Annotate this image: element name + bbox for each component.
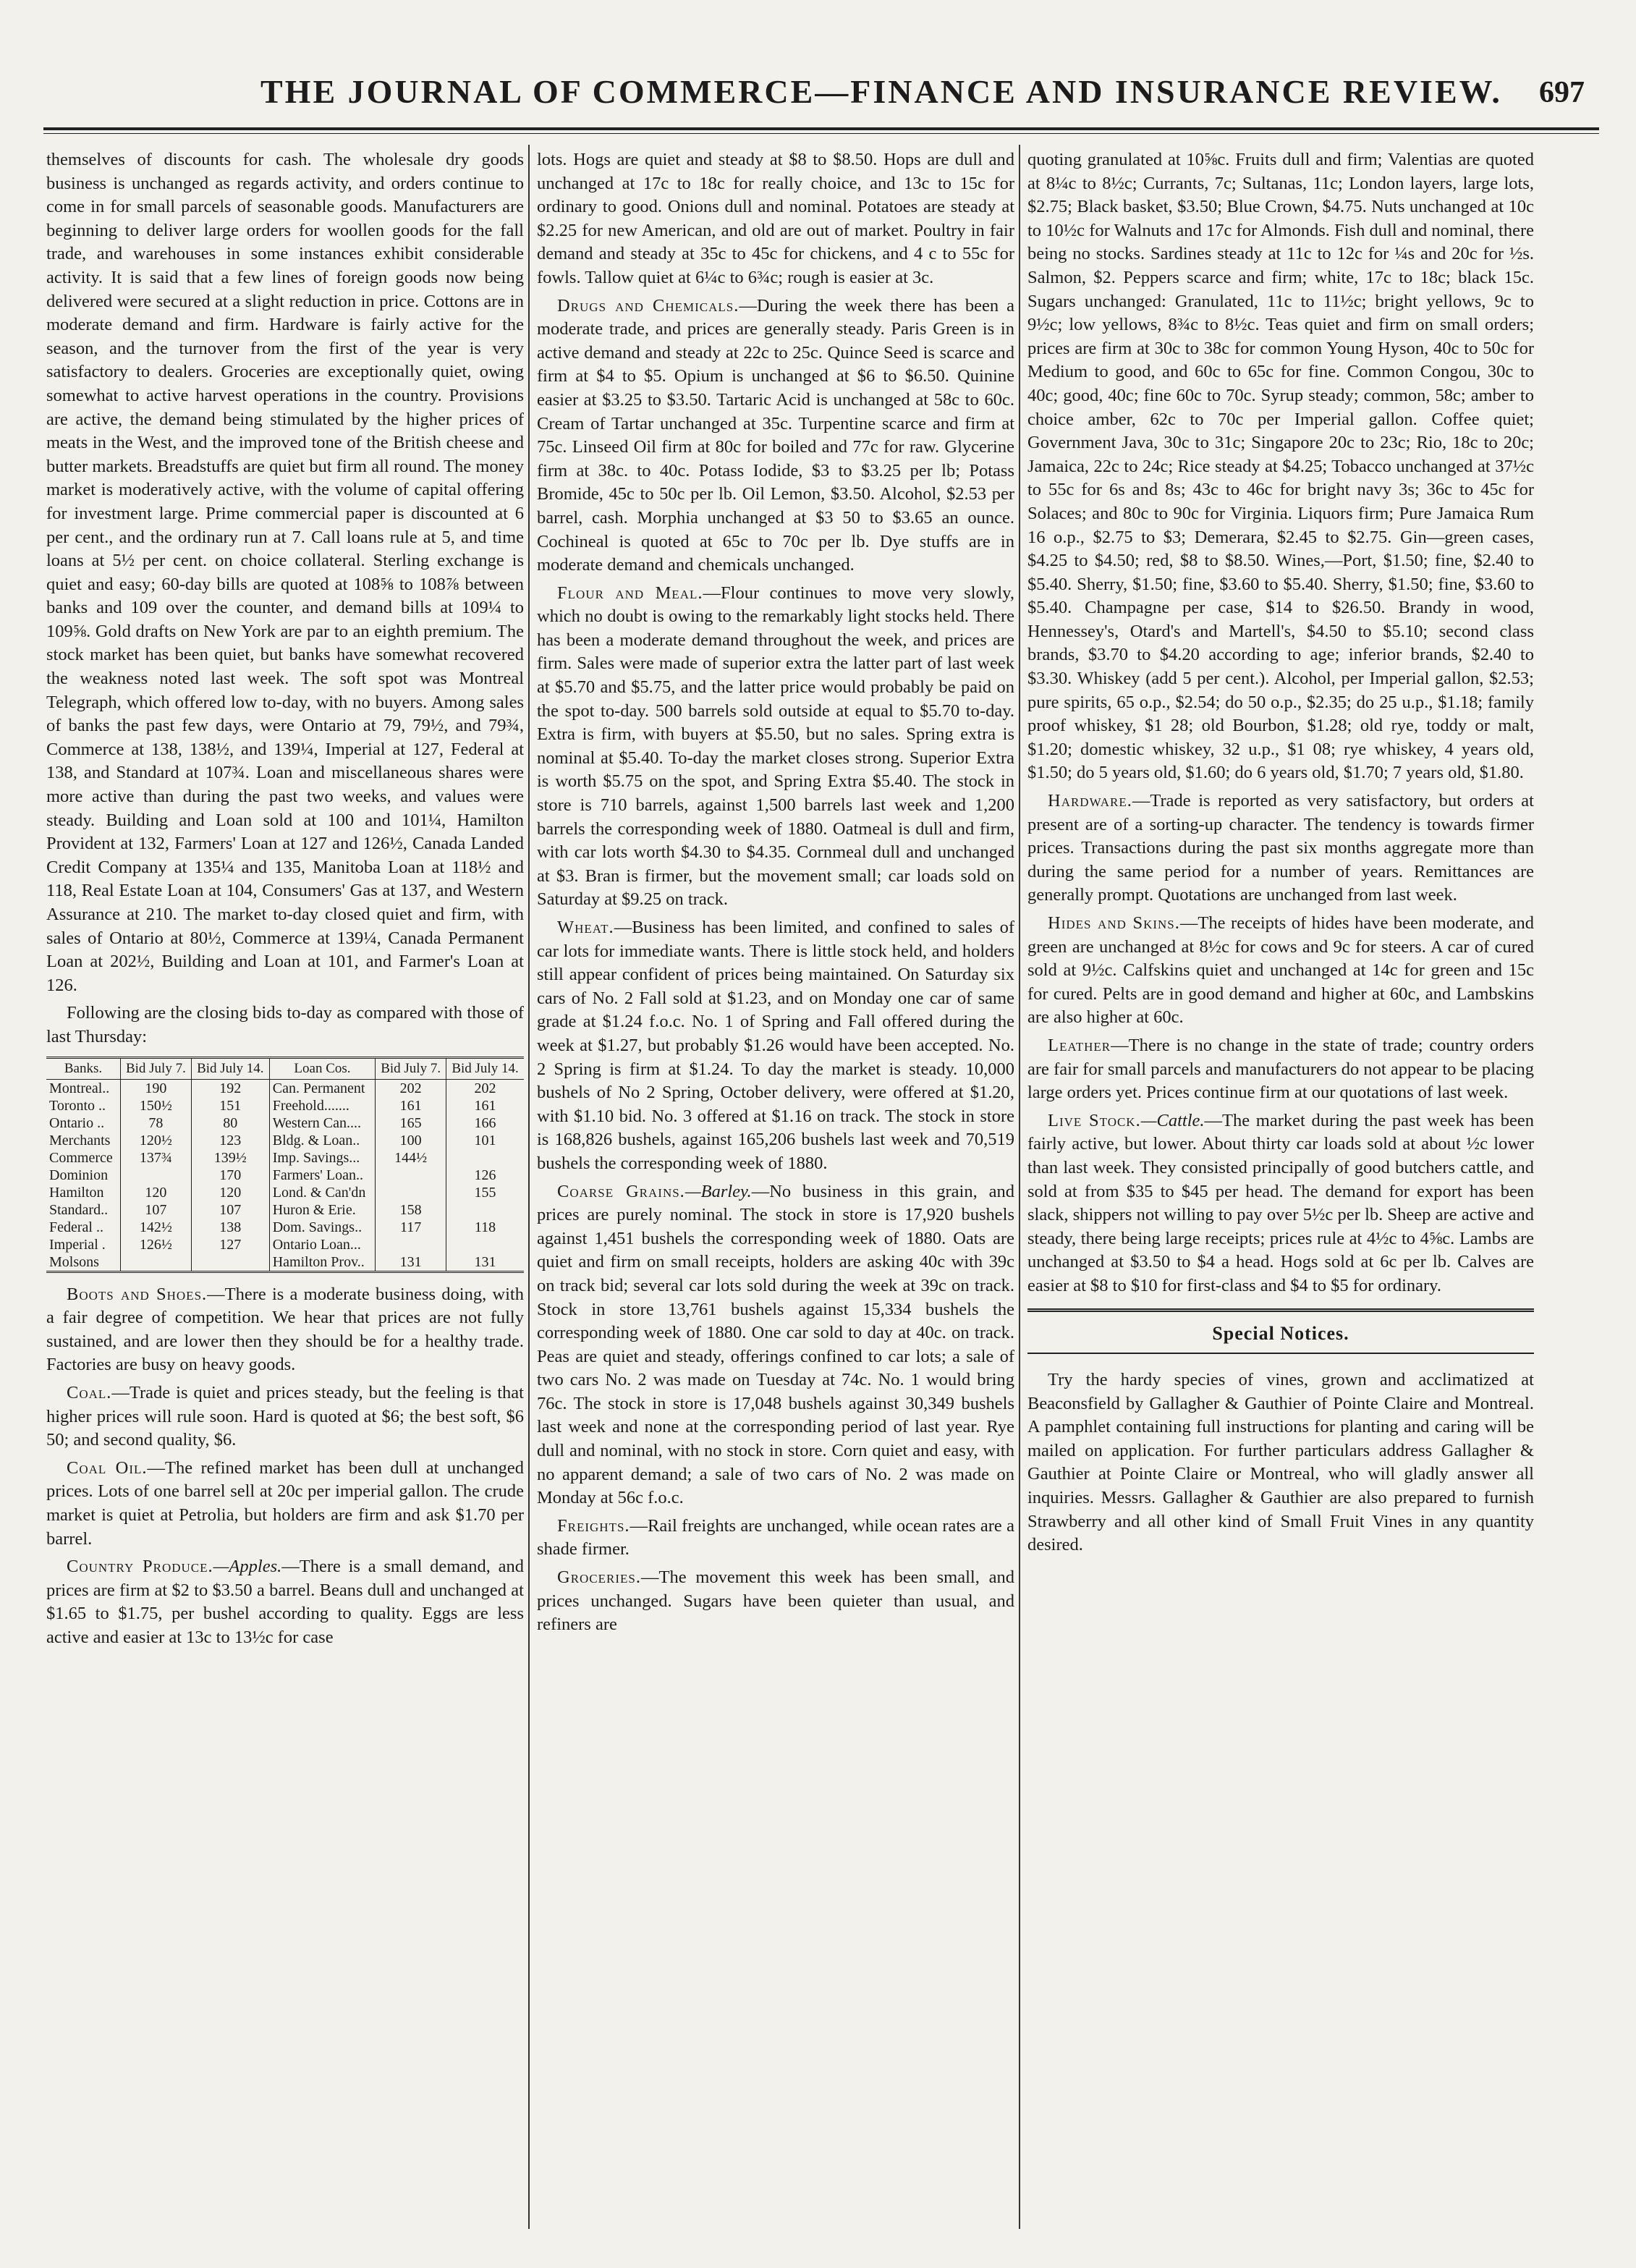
table-cell: Dom. Savings.. — [269, 1219, 376, 1236]
flour-and-meal — [537, 582, 1014, 912]
table-cell: Freehold....... — [269, 1097, 376, 1114]
table-row — [46, 1149, 524, 1167]
table-cell: 166 — [474, 1114, 496, 1131]
table-cell: Huron & Erie. — [269, 1201, 376, 1219]
table-row — [46, 1114, 524, 1132]
table-cell: 123 — [191, 1132, 269, 1149]
table-cell: 192 — [191, 1079, 269, 1097]
table-cell: Ontario Loan... — [269, 1236, 376, 1253]
table-cell: Dominion — [46, 1167, 120, 1184]
table-row — [46, 1132, 524, 1149]
table-cell — [446, 1149, 524, 1167]
table-cell: 138 — [191, 1219, 269, 1236]
table-header-row — [46, 1057, 524, 1079]
coarse-grains — [537, 1180, 1014, 1510]
coal-oil — [46, 1457, 524, 1551]
column-2 — [537, 148, 1014, 2247]
coal — [46, 1381, 524, 1452]
table-row — [46, 1253, 524, 1272]
column-divider — [528, 145, 530, 2229]
table-cell: 118 — [474, 1219, 496, 1235]
table-cell: Toronto .. — [46, 1097, 120, 1114]
table-cell: Bldg. & Loan.. — [269, 1132, 376, 1149]
section-heading: Boots and Shoes. — [67, 1284, 208, 1304]
section-text: —Trade is reported as very satisfactory, but orders at present are of a sorting-up character. The tendency is towards firmer prices. Transactions during the past six months aggregate more than during the same period for a number of years. Remittances are generally prompt. Quotations are unchanged from last week. — [1027, 791, 1534, 905]
table-row — [46, 1079, 524, 1097]
table-cell: 131 — [474, 1253, 496, 1270]
section-text: —The receipts of hides have been moderate, and green are unchanged at 8½c for cows and 9c for steers. A car of cured sold at 9½c. Calfskins quiet and unchanged at 14c for green and 15c for cured. Pelts are in good demand and higher at 60c, and Lambskins are also higher at 60c. — [1027, 913, 1534, 1028]
table-row — [46, 1184, 524, 1201]
header-rule-thin — [43, 133, 1599, 134]
table-row — [46, 1236, 524, 1253]
table-cell — [191, 1253, 269, 1272]
table-cell: 126½ — [120, 1236, 191, 1253]
table-cell: 107 — [120, 1201, 191, 1219]
table-cell: 170 — [191, 1167, 269, 1184]
produce-continued: lots. Hogs are quiet and steady at $8 to $8.50. Hops are dull and unchanged at 17c to 18c for really choice, and 13c to 15c for ordinary to good. Onions dull and nominal. Potatoes are steady at $2.25 for new American, and old are out of market. Poultry in fair demand and steady at 35c to 45c for chickens, and 4 c to 55c for fowls. Tallow quiet at 6¼c to 6¾c; rough is easier at 3c. — [537, 150, 1014, 287]
table-cell: Standard.. — [46, 1201, 120, 1219]
table-cell: Western Can.... — [269, 1114, 376, 1132]
header-cell: Bid July 14. — [446, 1057, 524, 1079]
wheat — [537, 916, 1014, 1176]
groceries — [537, 1566, 1014, 1637]
section-text: —During the week there has been a moderate trade, and prices are generally steady. Paris Green is in active demand and steady at 22c to 25c. Quince Seed is scarce and firm at $4 to $5. Opium is unchanged at $6 to $6.50. Quinine easier at $3.25 to $3.50. Tartaric Acid is unchanged at 58c to 60c. Cream of Tartar unchanged at 35c. Turpentine scarce and firm at 75c. Linseed Oil firm at 80c for boiled and 77c for raw. Glycerine firm at 38c. to 40c. Potass Iodide, $3 to $3.25 per lb; Potass Bromide, 45c to 50c per lb. Oil Lemon, $3.50. Alcohol, $2.53 per barrel, cash. Morphia unchanged at $3 50 to $3.65 an ounce. Cochineal is quoted at 65c to 70c per lb. Dye stuffs are in moderate demand and chemicals unchanged. — [537, 295, 1014, 575]
freights — [537, 1515, 1014, 1562]
table-cell — [446, 1236, 524, 1253]
section-heading: Country Produce. — [67, 1557, 213, 1577]
header-cell: Bid July 14. — [191, 1057, 269, 1079]
section-heading: Hardware. — [1048, 791, 1132, 811]
table-cell: 80 — [191, 1114, 269, 1132]
column-divider — [1019, 145, 1020, 2229]
table-cell: 117 — [376, 1219, 446, 1236]
section-text: —There is a moderate business doing, with a fair degree of competition. We hear that prices are not fully sustained, and are lower then they should be for a healthy trade. Factories are busy on heavy goods. — [46, 1284, 524, 1375]
table-cell: Lond. & Can'dn — [269, 1184, 376, 1201]
section-text: —No business in this grain, and prices are purely nominal. The stock in store is 17,920 bushels against 1,451 bushels the corresponding week of 1880. Oats are quiet and firm on small receipts, holders are asking 40c with 39c on track bid; several car lots sold during the week at 39c on track. Stock in store 13,761 bushels against 15,334 bushels the corresponding week of 1880. One car sold to day at 40c. on track. Peas are quiet and steady, offerings confined to car lots; a sale of two cars No. 2 was made on Tuesday at 74c. No. 1 would bring 76c. The stock in store is 17,048 bushels against 30,349 bushels last week and none at the corresponding period of last year. Rye dull and nominal, with no stock in store. Corn quiet and easy, with no apparent demand; a sale of two cars of No. 2 was made on Monday at 56c f.o.c. — [537, 1181, 1014, 1508]
section-text: —The refined market has been dull at unchanged prices. Lots of one barrel sell at 20c per imperial gallon. The crude market is quiet at Petrolia, but holders are firm and ask $1.70 per barrel. — [46, 1457, 524, 1549]
boots-and-shoes — [46, 1283, 524, 1377]
column-3 — [1027, 148, 1534, 2247]
table-body — [46, 1079, 524, 1271]
section-heading: Live Stock. — [1048, 1110, 1141, 1130]
table-cell: 120 — [191, 1184, 269, 1201]
header-rule — [43, 127, 1599, 130]
section-text: —The movement this week has been small, and prices unchanged. Sugars have been quieter than usual, and refiners are — [537, 1567, 1014, 1635]
table-cell — [376, 1184, 446, 1201]
table-cell: Montreal.. — [46, 1079, 120, 1097]
hardware — [1027, 790, 1534, 907]
table-cell: 158 — [376, 1201, 446, 1219]
hides-and-skins — [1027, 912, 1534, 1030]
table-cell: Hamilton — [46, 1184, 120, 1201]
table-cell: 161 — [474, 1097, 496, 1114]
table-cell — [376, 1167, 446, 1184]
section-heading: Groceries. — [557, 1567, 641, 1588]
table-cell: 120½ — [120, 1132, 191, 1149]
table-cell: 131 — [376, 1253, 446, 1272]
table-cell: Merchants — [46, 1132, 120, 1149]
section-heading: Coal. — [67, 1382, 112, 1402]
table-cell: 100 — [376, 1132, 446, 1149]
special-notices-heading: Special Notices. — [1027, 1308, 1534, 1355]
section-heading: Coal Oil. — [67, 1457, 148, 1478]
table-cell — [120, 1167, 191, 1184]
table-cell: 139½ — [191, 1149, 269, 1167]
table-cell: Farmers' Loan.. — [269, 1167, 376, 1184]
table-cell: 101 — [474, 1132, 496, 1148]
table-cell: 137¾ — [120, 1149, 191, 1167]
masthead — [43, 69, 1592, 120]
table-cell: 161 — [376, 1097, 446, 1114]
table-row — [46, 1097, 524, 1114]
table-cell: Imp. Savings... — [269, 1149, 376, 1167]
journal-title: THE JOURNAL OF COMMERCE—FINANCE AND INSURANCE REVIEW. — [260, 73, 1502, 110]
section-heading: Leather — [1048, 1035, 1111, 1055]
section-text: —Business has been limited, and confined to sales of car lots for immediate wants. There is little stock held, and holders still appear confident of prices being maintained. On Saturday six cars of No. 2 Fall sold at $1.23, and on Monday one car of same grade at $1.24 f.o.c. No. 1 of Spring and Fall offered during the week at $1.27, but probably $1.26 would have been accepted. No. 2 Spring is firm at $1.24. To day the market is steady. 10,000 bushels of No 2 Spring, October delivery, were offered at $1.20, with $1.10 bid. No. 3 offered at $1.16 on track. The stock in store is 168,826 bushels, against 165,206 bushels last week and 70,519 bushels the corresponding week of 1880. — [537, 918, 1014, 1173]
section-text: —Rail freights are unchanged, while ocean rates are a shade firmer. — [537, 1515, 1014, 1560]
column-1 — [46, 148, 524, 2247]
table-cell: Ontario .. — [46, 1114, 120, 1132]
drugs-and-chemicals — [537, 295, 1014, 577]
table-cell: Molsons — [46, 1253, 120, 1272]
header-cell: Bid July 7. — [376, 1057, 446, 1079]
table-cell — [376, 1236, 446, 1253]
table-cell: 142½ — [120, 1219, 191, 1236]
section-heading: Flour and Meal. — [557, 583, 703, 603]
table-cell: 144½ — [376, 1149, 446, 1167]
section-text: —There is no change in the state of trade; country orders are fair for small parcels and manufacturers do not appear to be placing large orders yet. Prices continue firm at our quotations of last week. — [1027, 1035, 1534, 1103]
groceries-continued: quoting granulated at 10⅝c. Fruits dull and firm; Valentias are quoted at 8¼c to 8½c; Currants, 7c; Sultanas, 11c; London layers, large lots, $2.75; Black basket, $3.50; Blue Crown, $4.75. Nuts unchanged at 10c to 10½c for Walnuts and 17c for Almonds. Fish dull and nominal, there being no stocks. Sardines steady at 11c to 12c for ¼s and 20c for ½s. Salmon, $2. Peppers scarce and firm; white, 17c to 18c; black 15c. Sugars unchanged: Granulated, 11c to 11½c; bright yellows, 9c to 9½c; low yellows, 8¾c to 8½c. Teas quiet and firm on small orders; prices are firm at 30c to 38c for common Young Hyson, 40c to 50c for Medium to good, and 60c to 65c for fine. Common Congou, 30c to 40c; good, 40c; fine 60c to 70c. Syrup steady; common, 58c; amber to choice amber, 62c to 70c per Imperial gallon. Coffee quiet; Government Java, 30c to 31c; Singapore 20c to 23c; Rio, 18c to 20c; Jamaica, 22c to 24c; Rice steady at $4.25; Tobacco unchanged at 37½c to 55c for 6s and 8s; 43c to 46c for bright navy 3s; 36c to 45c for Solaces; and 80c to 90c for Virginia. Liquors firm; Pure Jamaica Rum 16 o.p., $2.75 to $3; Demerara, $2.45 to $2.75. Gin—green cases, $4.25 to $4.50; red, $8 to $8.50. Wines,—Port, $1.50; fine, $2.40 to $5.40. Sherry, $1.50; fine, $3.60 to $5.40. Sherry, $1.50; fine, $3.60 to $5.40. Champagne per case, $14 to $26.50. Brandy in wood, Hennessey's, Otard's and Martell's, $4.50 to $5.10; second class brands, $3.70 to $4.20 according to age; inferior brands, $2.40 to $3.30. Whiskey (add 5 per cent.). Alcohol, per Imperial gallon, $2.53; pure spirits, 65 o.p., $2.54; do 50 o.p., $2.35; do 25 u.p., $1.18; family proof whiskey, $1 28; old Bourbon, $1.28; old rye, toddy or malt, $1.20; domestic whiskey, 32 u.p., $1 08; rye whiskey, 4 years old, $1.50; do 5 years old, $1.60; do 6 years old, $1.70; 7 years old, $1.80. — [1027, 150, 1534, 783]
table-cell: 155 — [474, 1184, 496, 1201]
header-cell: Bid July 7. — [120, 1057, 191, 1079]
table-cell: Hamilton Prov.. — [269, 1253, 376, 1272]
section-text: —Flour continues to move very slowly, which no doubt is owing to the remarkably light stocks held. There has been a moderate demand throughout the week, and prices are firm. Sales were made of superior extra the latter part of last week at $5.70 and $5.75, and the latter price would probably be paid on the spot to-day. 500 barrels sold outside at equal to $5.70 to-day. Extra is firm, with buyers at $5.50, but no sales. Spring extra is nominal at $5.40. To-day the market closes strong. Superior Extra is worth $5.75 on the spot, and Spring Extra $5.40. The stock in store is 710 barrels, against 1,500 barrels last week and 1,200 barrels the corresponding week of 1880. Oatmeal is dull and firm, with car lots worth $4.30 to $4.35. Cornmeal dull and unchanged at $3. Bran is firmer, but the movement small; car loads sold on Saturday at $9.25 on track. — [537, 583, 1014, 910]
table-cell: Imperial . — [46, 1236, 120, 1253]
section-subheading: —Cattle. — [1140, 1110, 1205, 1130]
section-subheading: —Barley. — [685, 1181, 752, 1201]
table-cell: 165 — [376, 1114, 446, 1132]
section-heading: Freights. — [557, 1515, 630, 1536]
table-row — [46, 1201, 524, 1219]
table-cell: 120 — [120, 1184, 191, 1201]
leather — [1027, 1034, 1534, 1105]
page-number: 697 — [1539, 76, 1585, 109]
table-cell: 190 — [120, 1079, 191, 1097]
table-cell: 151 — [191, 1097, 269, 1114]
table-row — [46, 1167, 524, 1184]
section-heading: Drugs and Chemicals. — [557, 295, 739, 316]
table-cell: Can. Permanent — [269, 1079, 376, 1097]
section-subheading: —Apples. — [213, 1557, 282, 1577]
table-cell: 126 — [474, 1167, 496, 1183]
table-cell: 127 — [191, 1236, 269, 1253]
table-intro: Following are the closing bids to-day as compared with those of last Thursday: — [46, 1003, 524, 1046]
bank-bids-table — [46, 1057, 524, 1273]
section-heading: Coarse Grains. — [557, 1181, 685, 1201]
section-text: —Trade is quiet and prices steady, but the feeling is that higher prices will rule soon. Hard is quoted at $6; the best soft, $6 50; and second quality, $6. — [46, 1382, 524, 1450]
table-row — [46, 1219, 524, 1236]
table-cell: Commerce — [46, 1149, 120, 1167]
table-cell: 202 — [376, 1079, 446, 1097]
table-cell: Federal .. — [46, 1219, 120, 1236]
live-stock — [1027, 1109, 1534, 1298]
table-cell: 107 — [191, 1201, 269, 1219]
table-cell — [120, 1253, 191, 1272]
section-heading: Hides and Skins. — [1048, 913, 1180, 933]
header-cell: Banks. — [46, 1057, 120, 1079]
table-cell: 78 — [120, 1114, 191, 1132]
country-produce — [46, 1555, 524, 1649]
market-overview: themselves of discounts for cash. The wholesale dry goods business is unchanged as regards activity, and orders continue to come in for small parcels of seasonable goods. Manufacturers are beginning to deliver large orders for woollen goods for the fall trade, and warehouses in some instances exhibit considerable activity. It is said that a few lines of foreign goods now being delivered were secured at a slight reduction in price. Cottons are in moderate demand and firm. Hardware is fairly active for the season, and the turnover from the first of the year is very satisfactory to dealers. Groceries are exceptionally quiet, owing somewhat to active harvest operations in the country. Provisions are active, the demand being stimulated by the higher prices of meats in the West, and the improved tone of the British cheese and butter markets. Breadstuffs are quiet but firm all round. The money market is moderatively active, with the volume of capital offering for investment large. Prime commercial paper is discounted at 6 per cent., and the ordinary run at 7. Call loans rule at 5, and time loans at 5½ per cent. on choice collateral. Sterling exchange is quiet and easy; 60-day bills are quoted at 108⅝ to 108⅞ between banks and 109 over the counter, and demand bills at 109¼ to 109⅝. Gold drafts on New York are par to an eighth premium. The stock market has been quiet, but banks have somewhat recovered the weakness noted last week. The soft spot was Montreal Telegraph, which offered low to-day, with no buyers. Among sales of banks the past few days, were Ontario at 79, 79½, and 79¾, Commerce at 138, 138½, and 139¼, Imperial at 127, Federal at 138, and Standard at 107¾. Loan and miscellaneous shares were more active than during the past two weeks, and values were steady. Building and Loan sold at 100 and 101¼, Hamilton Provident at 132, Farmers' Loan at 127 and 126½, Canada Landed Credit Company at 135¼ and 135, Manitoba Loan at 118½ and 118, Real Estate Loan at 104, Consumers' Gas at 137, and Western Assurance at 210. The market to-day closed quiet and firm, with sales of Ontario at 80½, Commerce at 139¼, Canada Permanent Loan at 202½, Building and Loan at 101, and Farmer's Loan at 126. — [46, 150, 524, 995]
section-text: —The market during the past week has been fairly active, but lower. About thirty car loads sold at about ½c lower than last week. They consisted principally of good butchers cattle, and sold at from $35 to $45 per head. The demand for export has been slack, shippers not willing to pay over 5½c per lb. Sheep are active and steady, there being large receipts; prices rule at 4½c to 4⅝c. Lambs are unchanged at $3.50 to $4 a head. Hogs sold at 6c per lb. Calves are easier at $8 to $10 for first-class and $4 to $5 for ordinary. — [1027, 1110, 1534, 1295]
section-heading: Wheat. — [557, 918, 614, 937]
header-cell: Loan Cos. — [269, 1057, 376, 1079]
table-cell: 202 — [474, 1080, 496, 1096]
special-notice-text: Try the hardy species of vines, grown and acclimatized at Beaconsfield by Gallagher & Gauthier of Pointe Claire and Montreal. A pamphlet containing full instructions for planting and caring will be mailed on application. For further particulars address Gallagher & Gauthier at Pointe Claire or Montreal, who will gladly answer all inquiries. Messrs. Gallagher & Gauthier are also prepared to furnish Strawberry and all other kind of Small Fruit Vines in any quantity desired. — [1027, 1370, 1534, 1555]
table-cell — [446, 1201, 524, 1219]
section-text: —There is a small demand, and prices are firm at $2 to $3.50 a barrel. Beans dull and unchanged at $1.65 to $1.75, per bushel according to quality. Eggs are less active and easier at 13c to 13½c for case — [46, 1557, 524, 1647]
table-cell: 150½ — [120, 1097, 191, 1114]
